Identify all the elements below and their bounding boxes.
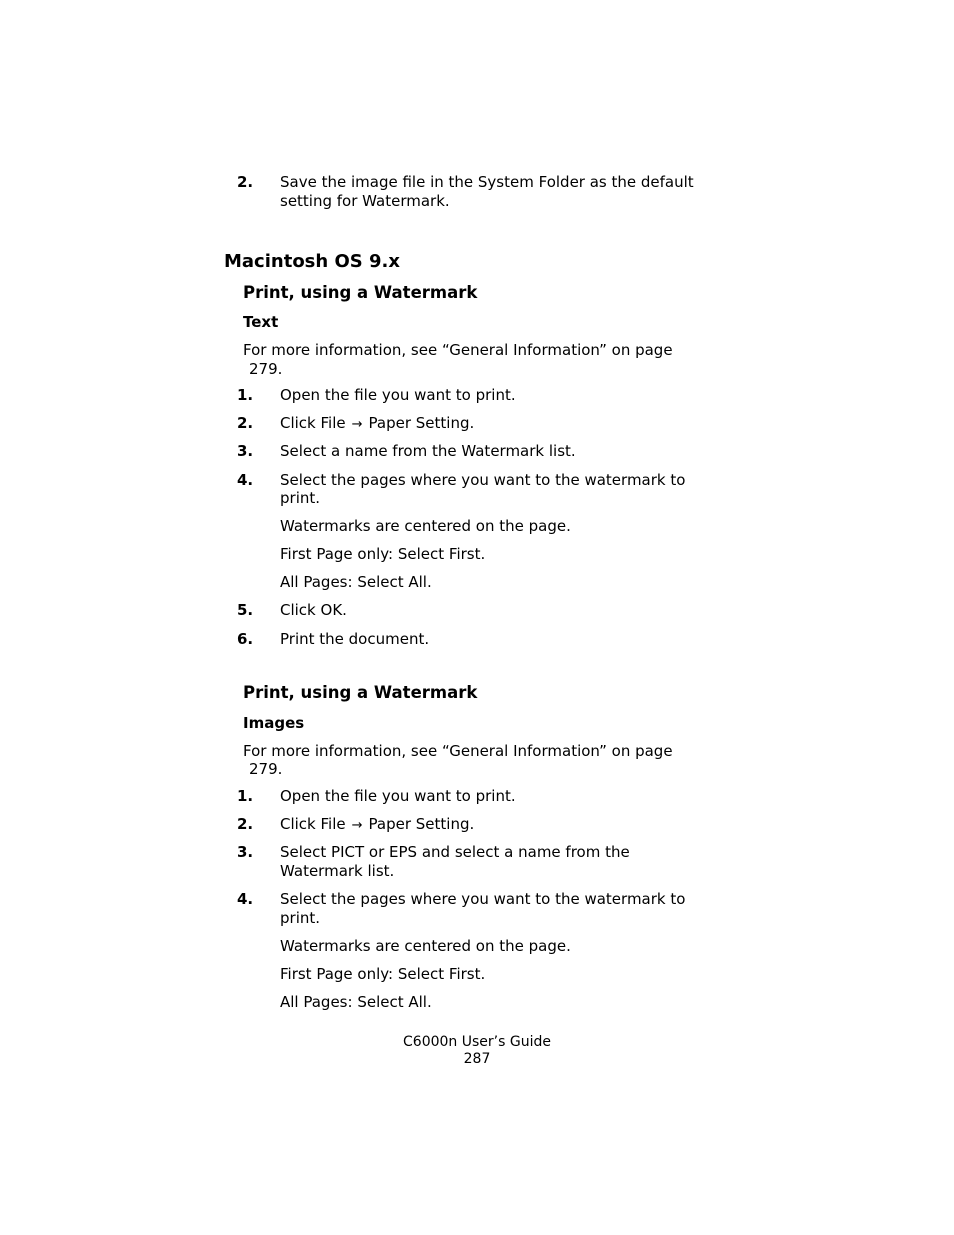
intro-text: For more information, see “General Information” on page [243,341,673,359]
intro-text: 279. [249,760,283,778]
intro-text: 279. [249,360,283,378]
step-text: Save the image file in the System Folder as the default [280,173,694,191]
step-number: 2. [237,414,254,432]
note-text: First Page only: Select First. [280,545,486,563]
subsection-subheading: Text [243,313,279,331]
subsection-heading: Print, using a Watermark [243,283,478,302]
step-text: Select the pages where you want to the watermark to [280,890,686,908]
note-text: All Pages: Select All. [280,993,432,1011]
step-number: 3. [237,843,254,861]
step-text: Watermark list. [280,862,395,880]
step-number: 3. [237,442,254,460]
note-text: Watermarks are centered on the page. [280,517,571,535]
note-text: First Page only: Select First. [280,965,486,983]
note-text: All Pages: Select All. [280,573,432,591]
step-text: Select the pages where you want to the watermark to [280,471,686,489]
step-number: 1. [237,386,254,404]
step-number: 1. [237,787,254,805]
section-title: Macintosh OS 9.x [224,251,400,272]
step-text [280,414,474,434]
step-text: Select PICT or EPS and select a name from the [280,843,630,861]
step-text: Print the document. [280,630,430,648]
intro-text: For more information, see “General Information” on page [243,742,673,760]
step-text: Click OK. [280,601,347,619]
arrow-right-icon: → [351,417,363,432]
step-text-part: Paper Setting. [368,815,475,833]
step-text-part: Click File [280,815,346,833]
subsection-subheading: Images [243,714,305,732]
step-text: setting for Watermark. [280,192,450,210]
arrow-right-icon: → [351,818,363,833]
step-text: Open the file you want to print. [280,787,516,805]
step-number: 6. [237,630,254,648]
step-number: 5. [237,601,254,619]
step-text: Select a name from the Watermark list. [280,442,576,460]
note-text: Watermarks are centered on the page. [280,937,571,955]
step-number: 4. [237,471,254,489]
step-number: 4. [237,890,254,908]
step-text [280,815,474,835]
step-text: print. [280,489,321,507]
step-number: 2. [237,173,254,191]
footer-page-number: 287 [463,1051,491,1067]
step-number: 2. [237,815,254,833]
step-text-part: Paper Setting. [368,414,475,432]
footer-guide-title: C6000n User’s Guide [403,1034,551,1050]
step-text-part: Click File [280,414,346,432]
subsection-heading: Print, using a Watermark [243,683,478,702]
step-text: Open the file you want to print. [280,386,516,404]
step-text: print. [280,909,321,927]
